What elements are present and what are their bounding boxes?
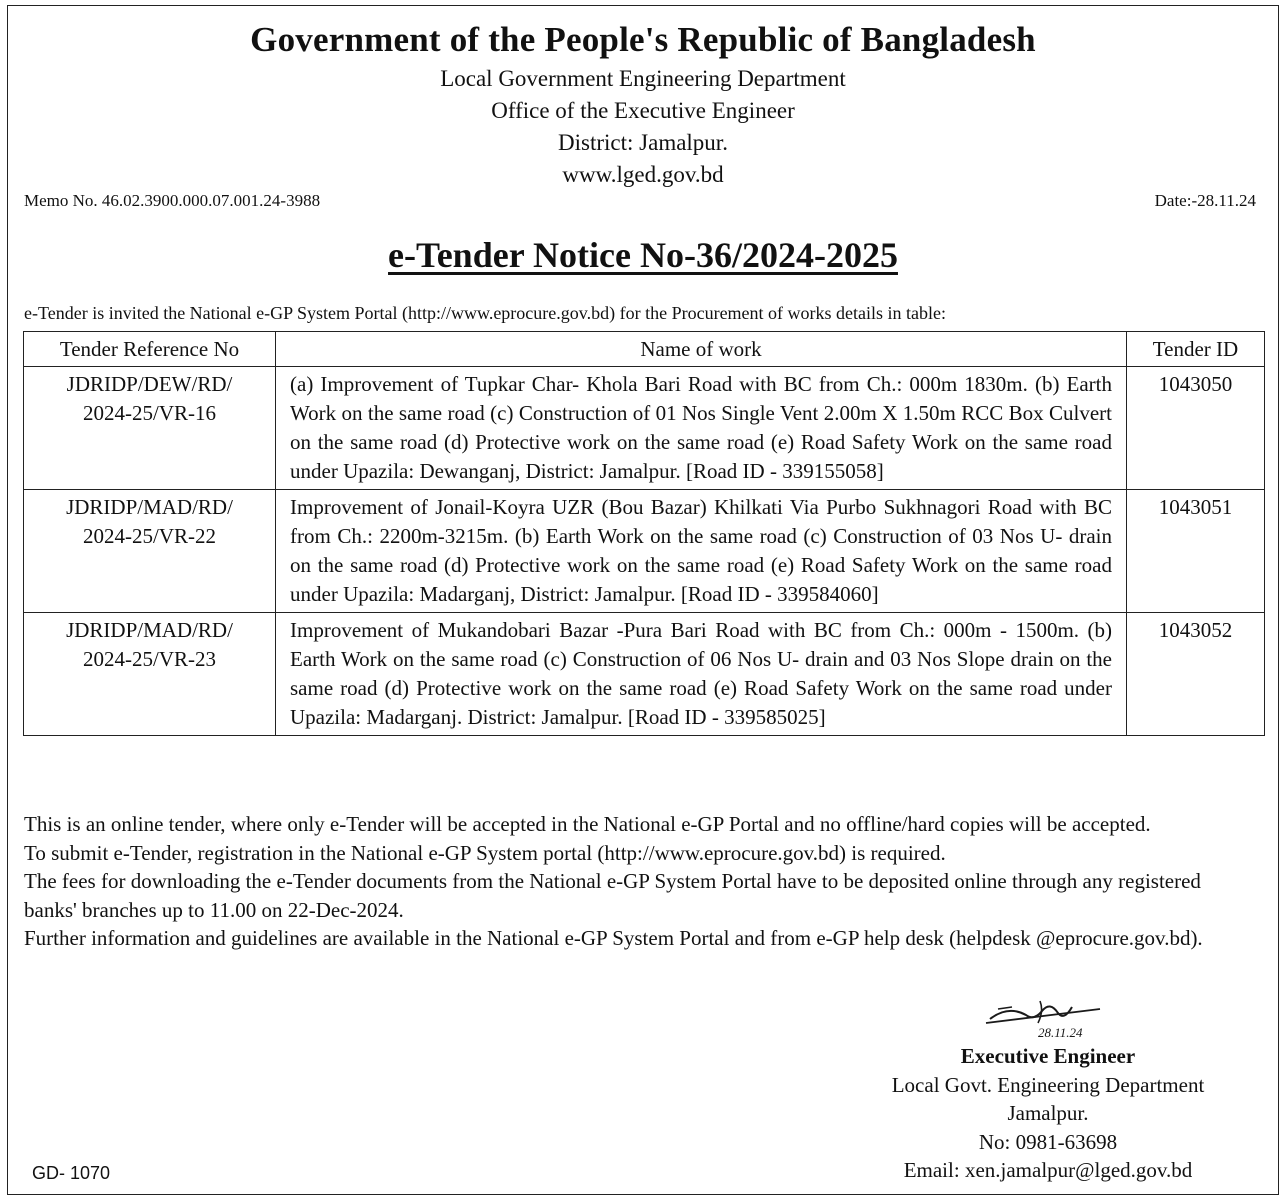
tender-id: 1043052	[1127, 613, 1265, 736]
department-name: Local Government Engineering Department	[440, 66, 846, 91]
intro-text: e-Tender is invited the National e-GP System Portal (http://www.eprocure.gov.bd) for the Procurement of works details in table:	[24, 303, 947, 323]
tender-id: 1043051	[1127, 490, 1265, 613]
table-row	[24, 613, 1265, 736]
tender-reference-line1: JDRIDP/MAD/RD/	[66, 618, 233, 642]
signatory-email[interactable]: Email: xen.jamalpur@lged.gov.bd	[903, 1158, 1193, 1182]
office-name: Office of the Executive Engineer	[491, 98, 795, 123]
signatory-location: Jamalpur.	[1007, 1101, 1089, 1125]
memo-number: Memo No. 46.02.3900.000.07.001.24-3988	[24, 191, 321, 210]
table-row	[24, 490, 1265, 613]
district-name: District: Jamalpur.	[558, 130, 728, 155]
signatory-department: Local Govt. Engineering Department	[891, 1072, 1205, 1097]
info-paragraph: Further information and guidelines are available in the National e-GP System Portal and from e-GP help desk (helpdesk @eprocure.gov.bd).	[24, 926, 1203, 950]
notice-date: Date:-28.11.24	[1154, 191, 1256, 210]
tender-reference	[24, 490, 276, 613]
tender-reference-line2: 2024-25/VR-23	[83, 647, 216, 671]
tender-reference-line2: 2024-25/VR-22	[83, 524, 216, 548]
gd-number: GD- 1070	[32, 1163, 111, 1183]
info-paragraph: This is an online tender, where only e-Tender will be accepted in the National e-GP Portal and no offline/hard copies will be accepted.	[24, 812, 1151, 836]
tender-reference-line2: 2024-25/VR-16	[83, 401, 216, 425]
table-row	[24, 367, 1265, 490]
signatory-phone: No: 0981-63698	[978, 1129, 1118, 1154]
signature-block	[838, 1042, 1258, 1185]
signatory-role: Executive Engineer	[960, 1044, 1136, 1068]
work-description: (a) Improvement of Tupkar Char- Khola Bari Road with BC from Ch.: 000m 1830m. (b) Earth Work on the same road (c) Construction of 01 Nos Single Vent 2.00m X 1.50m RCC Box Culvert on the same road (d) Protective work on the same road (e) Road Safety Work on the same road under Upazila: Dewanganj, District: Jamalpur. [Road ID - 339155058]	[276, 367, 1127, 490]
signature-date: 28.11.24	[1038, 1025, 1083, 1040]
website-link[interactable]: www.lged.gov.bd	[562, 162, 724, 187]
tender-reference-line1: JDRIDP/DEW/RD/	[66, 372, 233, 396]
header-name-of-work: Name of work	[276, 332, 1127, 367]
tender-reference	[24, 367, 276, 490]
tender-reference-line1: JDRIDP/MAD/RD/	[66, 495, 233, 519]
tender-table	[23, 331, 1265, 736]
work-description: Improvement of Jonail-Koyra UZR (Bou Bazar) Khilkati Via Purbo Sukhnagori Road with BC from Ch.: 2200m-3215m. (b) Earth Work on the same road (c) Construction of 03 Nos U- drain on the same road (d) Protective work on the same road (e) Road Safety Work on the same road under Upazila: Madarganj, District: Jamalpur. [Road ID - 339584060]	[276, 490, 1127, 613]
tender-notice-page	[7, 5, 1279, 1195]
government-title: Government of the People's Republic of Bangladesh	[250, 20, 1036, 59]
header-tender-reference: Tender Reference No	[24, 332, 276, 367]
tender-information	[24, 810, 1254, 953]
work-description: Improvement of Mukandobari Bazar -Pura Bari Road with BC from Ch.: 000m - 1500m. (b) Earth Work on the same road (c) Construction of 06 Nos U- drain and 03 Nos Slope drain on the same road (d) Protective work on the same road (e) Road Safety Work on the same road under Upazila: Madarganj. District: Jamalpur. [Road ID - 339585025]	[276, 613, 1127, 736]
notice-title	[8, 234, 1278, 276]
tender-id: 1043050	[1127, 367, 1265, 490]
tender-reference	[24, 613, 276, 736]
header-tender-id: Tender ID	[1127, 332, 1265, 367]
handwritten-signature	[968, 991, 1118, 1046]
info-paragraph: To submit e-Tender, registration in the National e-GP System portal (http://www.eprocure.gov.bd) is required.	[24, 840, 946, 865]
info-paragraph: The fees for downloading the e-Tender documents from the National e-GP System Portal have to be deposited online through any registered banks' branches up to 11.00 on 22-Dec-2024.	[24, 869, 1201, 922]
table-header-row	[24, 332, 1265, 367]
notice-title-text: e-Tender Notice No-36/2024-2025	[388, 235, 898, 275]
